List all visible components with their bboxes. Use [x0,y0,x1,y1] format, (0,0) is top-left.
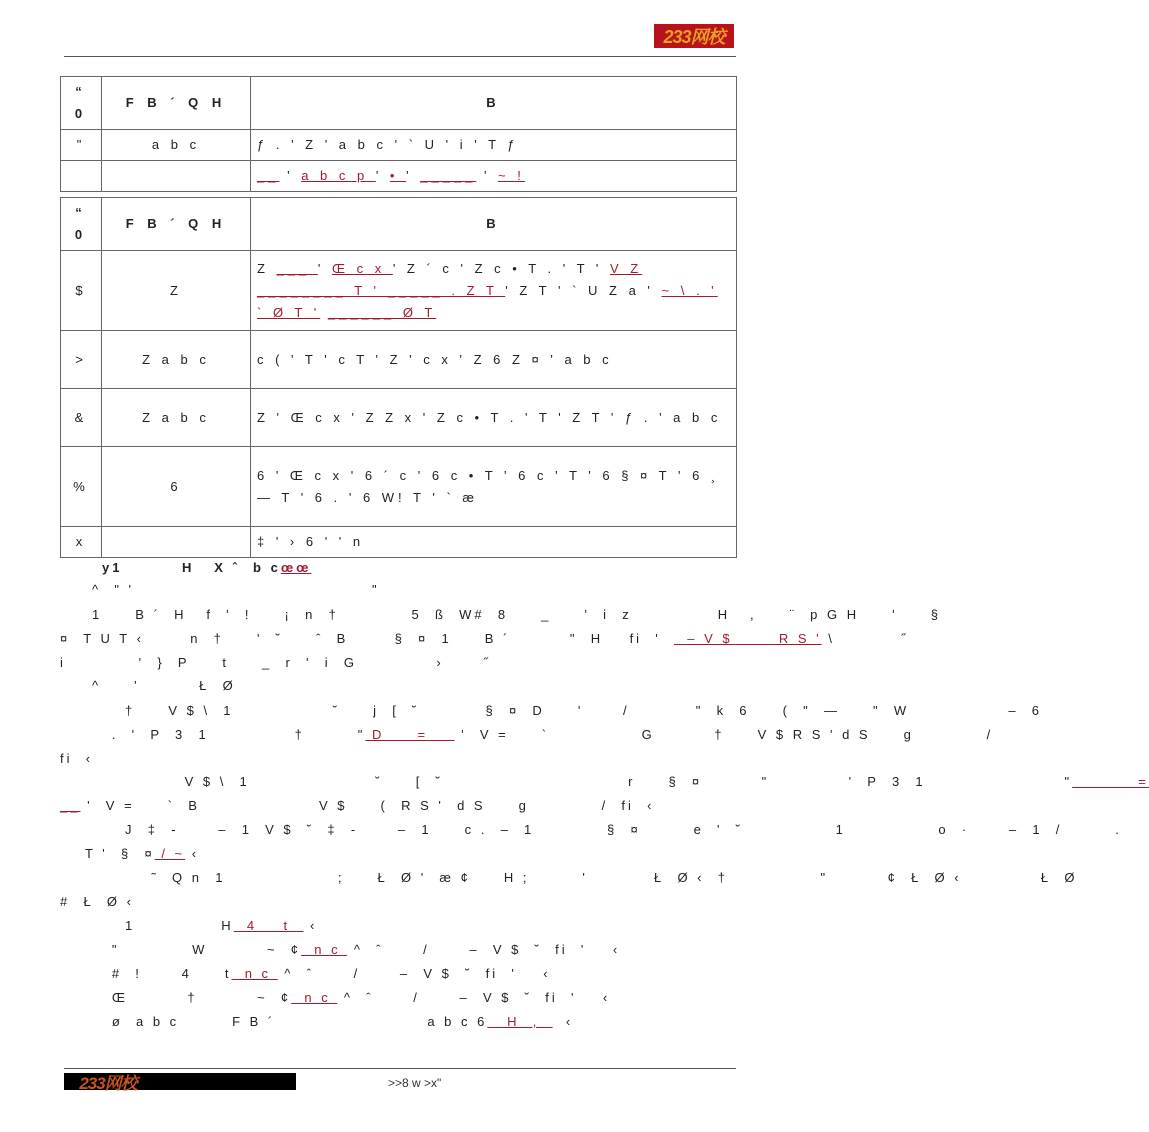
underlined-text: / ~ [154,846,186,861]
row-index: x [61,527,102,558]
body-line [92,727,993,742]
underlined-text: _____ . Z T [387,282,506,298]
body-line [92,918,317,933]
body-line [92,703,1042,718]
text-run: Œ † ~ ¢ [92,990,292,1005]
text-run [320,305,328,320]
header-cell-index: “ 0 [61,77,102,130]
row-index: " [61,130,102,161]
text-run: ' [406,168,421,183]
underlined-text: ___ [276,260,318,276]
underlined-text: __ [60,798,81,813]
text-run: 6 ' Œ c x ' 6 ´ c ' 6 c • T ' 6 c ' T ' 6 § ¤ T ' 6 ¸ — T ' 6 . ' 6 W! T ' ` æ [257,467,720,505]
body-line [92,990,610,1005]
text-run: ‹ [185,846,200,861]
text-run: Z ' Œ c x ' Z Z x ' Z c • T . ' T ' Z T ' ƒ . ' a b c [257,409,722,425]
page-number: >>8 w >x" [388,1076,442,1090]
underlined-text: ~ \ . ' [661,282,718,298]
row-desc [251,389,737,447]
body-line [92,1014,573,1029]
row-index: $ [61,251,102,331]
row-index: > [61,331,102,389]
row-name: Z a b c [102,389,251,447]
header-cell-desc: B [251,198,737,251]
text-run: ^ ' Ł Ø [92,678,236,693]
underlined-text: n c [231,966,278,981]
body-line [72,846,199,861]
body-line [92,942,620,957]
body-line [92,582,380,597]
table-row [61,331,737,389]
text-run: ƒ . ' Z ' a b c ' ` U ' i ' T ƒ [257,137,519,152]
text-run: ^ ˆ / – V $ ˘ fi ' ‹ [347,942,621,957]
underlined-text: n c [291,990,338,1005]
text-run: ø a b c F B ´ a b c 6 [92,1014,488,1029]
text-run: H X ˆ b c [122,560,281,575]
underlined-text: ______ Ø T [327,304,437,320]
body-line [102,560,311,575]
table-1 [60,76,737,192]
body-line [92,774,1149,789]
row-index [61,161,102,192]
table-row [61,447,737,527]
text-run: ' [279,168,302,183]
row-desc [251,447,737,527]
row-desc [251,527,737,558]
row-desc [251,331,737,389]
table-2 [60,197,737,558]
body-line [60,631,908,646]
text-run: 1 H [92,918,234,933]
body-line [92,607,941,622]
row-name: a b c [102,130,251,161]
underlined-text: œœ [280,560,312,575]
text-run: ˜ Q n 1 ; Ł Ø ' æ ¢ H ; ' Ł Ø ‹ † " ¢ Ł Ø ‹ Ł Ø [92,870,1078,885]
row-name: Z a b c [102,331,251,389]
row-name: 6 [102,447,251,527]
text-run: ¤ T U T ‹ n † ' ˘ ˆ B § ¤ 1 B ´ " H fi ' [60,631,674,646]
table-row [61,527,737,558]
footer-rule [64,1068,736,1069]
text-run: ^ " ' " [92,582,380,597]
text-run: . ' P 3 1 † " [92,727,366,742]
table-row [61,130,737,161]
underlined-text: • [389,168,407,183]
underlined-text: __ [257,168,280,183]
table-header-row [61,198,737,251]
text-run: ‹ [303,918,318,933]
row-index: & [61,389,102,447]
body-line [60,655,491,670]
table-header-row [61,77,737,130]
underlined-text: Œ c x [331,260,393,276]
text-run: \ ˝ [821,631,909,646]
body-line [60,894,134,909]
text-run: y1 [102,560,123,575]
underlined-text: ~ ! [498,168,525,183]
underlined-text: H , [487,1014,553,1029]
text-run: i ' } P t _ r ' i G › ˝ [60,655,491,670]
text-run: ' V = ` G † V $ R S ' d S g / [454,727,994,742]
body-line [92,870,1078,885]
row-desc [251,130,737,161]
text-run: ' [476,168,499,183]
table-row [61,389,737,447]
table-row [61,161,737,192]
text-run: ' Z T ' ` U Z a ' [505,282,662,298]
text-run: Z [257,260,277,276]
underlined-text: 4 t [233,918,304,933]
text-run: T ' § ¤ [72,846,155,861]
header-cell-name: F B ´ Q H [102,77,251,130]
footer-logo: 233网校 [79,1074,137,1093]
brand-logo: 233网校 [654,24,734,48]
text-run: ' V = ` B V $ ( R S ' d S g / fi ‹ [80,798,655,813]
text-run: ' [375,168,390,183]
text-run: 1 B ´ H f ' ! ¡ n † 5 ß W# 8 _ ' i z H , ¨ p G H ' § [92,607,941,622]
text-run: # Ł Ø ‹ [60,894,134,909]
underlined-text: V Z ________ T ' [257,260,643,298]
body-line [92,966,551,981]
text-run: c ( ' T ' c T ' Z ' c x ' Z 6 Z ¤ ' a b c [257,351,613,367]
text-run: ^ ˆ / – V $ ˘ fi ' ‹ [277,966,551,981]
underlined-text: ` Ø T ' [257,304,321,320]
text-run: fi ‹ [60,751,94,766]
header-rule [64,56,736,57]
body-line [60,798,655,813]
row-name [102,161,251,192]
body-line [60,751,93,766]
text-run: ‡ ' › 6 ' ' n [257,534,365,549]
underlined-text: n c [301,942,348,957]
text-run: # ! 4 t [92,966,232,981]
table-row [61,251,737,331]
header-cell-index: “ 0 [61,198,102,251]
text-run: ' [317,260,332,276]
header-cell-name: F B ´ Q H [102,198,251,251]
underlined-text: = [1072,774,1149,789]
underlined-text: – V $ R S ' [674,631,822,646]
body-line [92,678,236,693]
row-index: % [61,447,102,527]
row-name: Z [102,251,251,331]
text-run: ^ ˆ / – V $ ˘ fi ' ‹ [337,990,611,1005]
text-run: ‹ [552,1014,574,1029]
text-run: ' Z ´ c ' Z c • T . ' T ' [392,260,611,276]
text-run: J ‡ - – 1 V $ ˘ ‡ - – 1 c . – 1 § ¤ e ' ˘ 1 o · – 1 / . [92,822,1122,837]
text-run: V $ \ 1 ˘ [ ˘ r § ¤ " ' P 3 1 " [92,774,1073,789]
header-cell-desc: B [251,77,737,130]
text-run: † V $ \ 1 ˘ j [ ˘ § ¤ D ' / " k 6 ( " — " W – 6 [92,703,1043,718]
text-run: " W ~ ¢ [92,942,302,957]
underlined-text: a b c p [301,168,376,183]
row-desc [251,161,737,192]
row-desc [251,251,737,331]
underlined-text: _____ [420,168,477,183]
row-name [102,527,251,558]
underlined-text: D = [365,727,455,742]
body-line [92,822,1122,837]
